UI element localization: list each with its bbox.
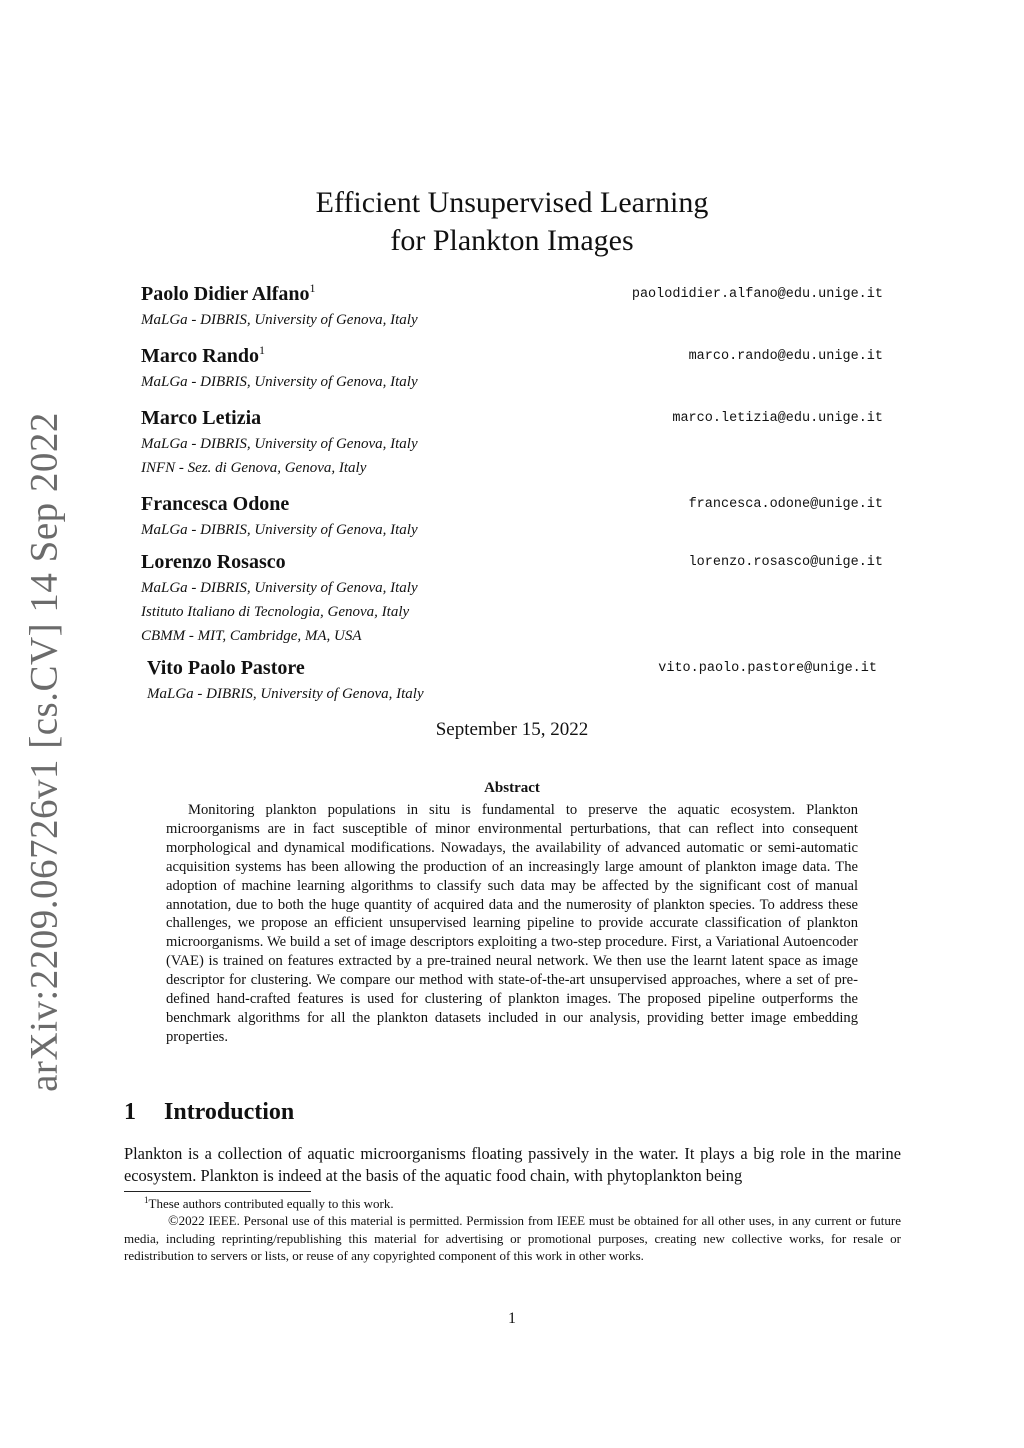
author-affiliation: MaLGa - DIBRIS, University of Genova, Italy bbox=[141, 522, 418, 538]
author-affiliation: MaLGa - DIBRIS, University of Genova, Italy bbox=[141, 580, 418, 596]
author-email: vito.paolo.pastore@unige.it bbox=[658, 661, 877, 676]
author-email: marco.letizia@edu.unige.it bbox=[672, 411, 883, 426]
author-block-rando bbox=[141, 344, 883, 394]
author-affiliation: MaLGa - DIBRIS, University of Genova, Italy bbox=[141, 436, 418, 452]
author-affiliation: INFN - Sez. di Genova, Genova, Italy bbox=[141, 460, 367, 476]
section-title: Introduction bbox=[164, 1099, 295, 1125]
author-name: Lorenzo Rosasco bbox=[141, 551, 286, 573]
author-email: francesca.odone@unige.it bbox=[688, 497, 883, 512]
author-block-alfano bbox=[141, 282, 883, 332]
author-block-odone bbox=[141, 492, 883, 542]
footnote-text: These authors contributed equally to this work. bbox=[148, 1196, 394, 1211]
page-number: 1 bbox=[508, 1310, 516, 1327]
equal-contribution-mark: 1 bbox=[258, 343, 265, 357]
author-block-rosasco bbox=[141, 550, 883, 648]
section-number: 1 bbox=[124, 1099, 136, 1125]
author-email: paolodidier.alfano@edu.unige.it bbox=[631, 287, 883, 302]
author-email: lorenzo.rosasco@unige.it bbox=[688, 555, 883, 570]
footnote-equal-contribution bbox=[144, 1195, 394, 1212]
introduction-text: Plankton is a collection of aquatic microorganisms floating passively in the water. It plays a big role in the marine ecosystem. Plankton is indeed at the basis of the aquatic food chain, with phytoplankton being bbox=[124, 1144, 901, 1185]
title-line-1: Efficient Unsupervised Learning bbox=[315, 186, 709, 219]
section-heading-introduction bbox=[124, 1099, 294, 1126]
author-email: marco.rando@edu.unige.it bbox=[688, 349, 883, 364]
author-affiliation: MaLGa - DIBRIS, University of Genova, Italy bbox=[147, 686, 424, 702]
author-name: Marco Letizia bbox=[141, 407, 262, 429]
author-name: Paolo Didier Alfano$^1$ bbox=[141, 281, 316, 305]
equal-contribution-mark: 1 bbox=[309, 281, 316, 295]
author-name: Marco Rando$^1$ bbox=[141, 343, 265, 367]
author-block-pastore bbox=[147, 656, 877, 706]
author-block-letizia bbox=[141, 406, 883, 480]
author-affiliation: MaLGa - DIBRIS, University of Genova, Italy bbox=[141, 374, 418, 390]
author-name: Vito Paolo Pastore bbox=[147, 657, 305, 679]
arxiv-identifier: arXiv:2209.06726v1 [cs.CV] 14 Sep 2022 bbox=[22, 412, 66, 1092]
footnote-copyright: ©2022 IEEE. Personal use of this material is permitted. Permission from IEEE must be obtained for all other uses, in any current or future media, including reprinting/republishing this material for advertising or promotional purposes, creating new collective works, for resale or redistribution to servers or lists, or reuse of any copyrighted component of this work in other works. bbox=[124, 1213, 901, 1263]
abstract-heading: Abstract bbox=[484, 780, 540, 796]
author-affiliation: CBMM - MIT, Cambridge, MA, USA bbox=[141, 628, 362, 644]
author-name: Francesca Odone bbox=[141, 493, 290, 515]
footnote-divider bbox=[124, 1191, 311, 1192]
author-affiliation: Istituto Italiano di Tecnologia, Genova, Italy bbox=[141, 604, 410, 620]
author-affiliation: MaLGa - DIBRIS, University of Genova, Italy bbox=[141, 312, 418, 328]
abstract-text: Monitoring plankton populations in situ is fundamental to preserve the aquatic ecosystem. Plankton microorganisms are in fact susceptible of minor environmental perturbations, that can reflect into consequent morphological and dynamical modifications. Nowadays, the availability of advanced automatic or semi-automatic acquisition systems has been allowing the production of an increasingly large amount of plankton image data. The adoption of machine learning algorithms to classify such data may be affected by the significant cost of manual annotation, due to both the huge quantity of acquired data and the numerosity of plankton species. To address these challenges, we propose an efficient unsupervised learning pipeline to provide accurate classification of plankton microorganisms. We build a set of image descriptors exploiting a two-step procedure. First, a Variational Autoencoder (VAE) is trained on features extracted by a pre-trained neural network. We then use the learnt latent space as image descriptor for clustering. We compare our method with state-of-the-art unsupervised approaches, where a set of pre-defined hand-crafted features is used for clustering of plankton images. The proposed pipeline outperforms the benchmark algorithms for all the plankton datasets included in our analysis, providing better image embedding properties. bbox=[166, 802, 858, 1045]
paper-title bbox=[0, 184, 1024, 260]
title-line-2: for Plankton Images bbox=[390, 224, 634, 257]
copyright-text: 2022 IEEE. Personal use of this material is permitted. Permission from IEEE must be obtained for all other uses, in any current or future media, including reprinting/republishing this material for advertising or promotional purposes, creating new collective works, for resale or redistribution to servers or lists, or reuse of any copyrighted component of this work in other works. bbox=[124, 1213, 901, 1263]
footnote-mark: 1 bbox=[144, 1195, 149, 1205]
publication-date: September 15, 2022 bbox=[435, 719, 589, 740]
